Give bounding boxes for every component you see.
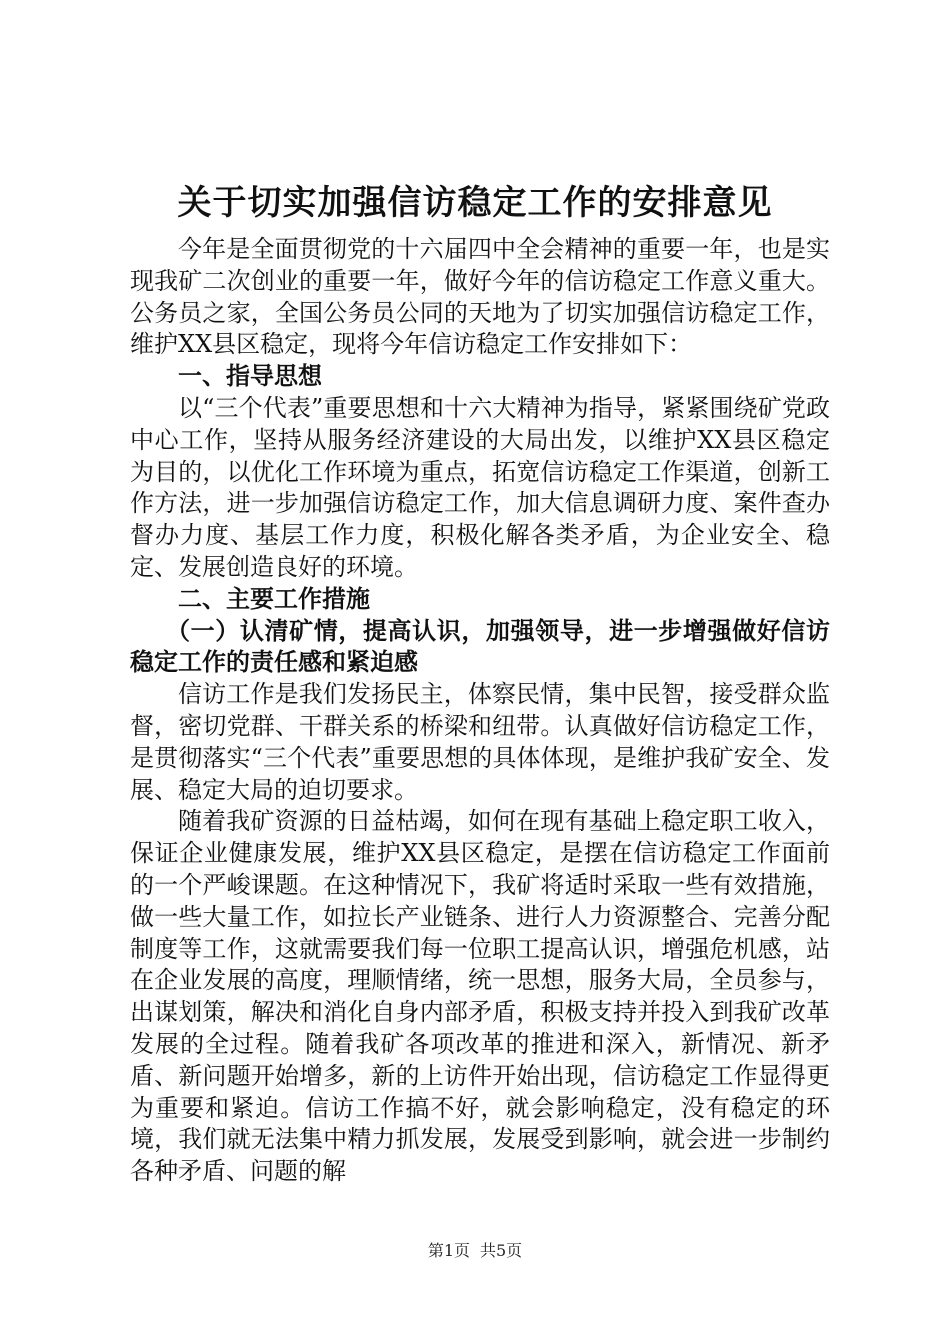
document-body — [130, 234, 830, 1188]
page-total: 共5页 — [480, 1241, 523, 1260]
page-number: 第1页 — [427, 1241, 470, 1260]
subsection-heading-1: （一）认清矿情，提高认识，加强领导，进一步增强做好信访稳定工作的责任感和紧迫感 — [130, 616, 830, 677]
body-paragraph-2: 随着我矿资源的日益枯竭，如何在现有基础上稳定职工收入，保证企业健康发展，维护XX县区稳定，是摆在信访稳定工作面前的一个严峻课题。在这种情况下，我矿将适时采取一些有效措施，做一些大量工作，如拉长产业链条、进行人力资源整合、完善分配制度等工作，这就需要我们每一位职工提高认识，增强危机感，站在企业发展的高度，理顺情绪，统一思想，服务大局，全员参与，出谋划策，解决和消化自身内部矛盾，积极支持并投入到我矿改革发展的全过程。随着我矿各项改革的推进和深入，新情况、新矛盾、新问题开始增多，新的上访件开始出现，信访稳定工作显得更为重要和紧迫。信访工作搞不好，就会影响稳定，没有稳定的环境，我们就无法集中精力抓发展，发展受到影响，就会进一步制约各种矛盾、问题的解 — [130, 807, 830, 1186]
intro-paragraph: 今年是全面贯彻党的十六届四中全会精神的重要一年，也是实现我矿二次创业的重要一年，做好今年的信访稳定工作意义重大。公务员之家，全国公务员公同的天地为了切实加强信访稳定工作，维护XX县区稳定，现将今年信访稳定工作安排如下： — [130, 235, 830, 359]
body-paragraph-1: 信访工作是我们发扬民主，体察民情，集中民智，接受群众监督，密切党群、干群关系的桥梁和纽带。认真做好信访稳定工作，是贯彻落实“三个代表”重要思想的具体体现，是维护我矿安全、发展、稳定大局的迫切要求。 — [130, 680, 830, 804]
section-heading-main-measures: 二、主要工作措施 — [178, 584, 370, 613]
guiding-ideology-paragraph: 以“三个代表”重要思想和十六大精神为指导，紧紧围绕矿党政中心工作，坚持从服务经济建设的大局出发，以维护XX县区稳定为目的，以优化工作环境为重点，拓宽信访稳定工作渠道，创新工作方法，进一步加强信访稳定工作，加大信息调研力度、案件查办督办力度、基层工作力度，积极化解各类矛盾，为企业安全、稳定、发展创造良好的环境。 — [130, 393, 830, 581]
section-heading-guiding-ideology: 一、指导思想 — [178, 362, 322, 391]
document-title: 关于切实加强信访稳定工作的安排意见 — [177, 183, 773, 223]
page-footer — [0, 1240, 950, 1262]
